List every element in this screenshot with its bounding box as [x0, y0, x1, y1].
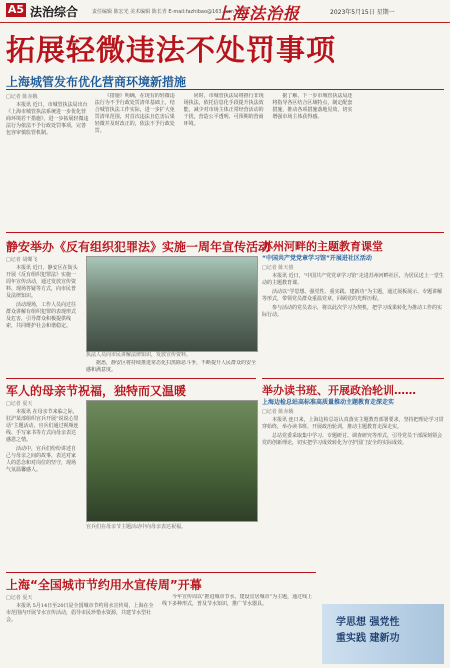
reading-byline: □记者 陈赤娥 — [262, 409, 294, 415]
issue-date: 2023年5月15日 星期一 — [330, 9, 395, 16]
suzhou-headline: 苏州河畔的主题教育课堂 — [262, 240, 383, 253]
lead-column-4 — [272, 93, 355, 227]
jingan-headline: 静安举办《反有组织犯罪法》实施一周年宣传活动 — [6, 240, 271, 254]
suzhou-paragraph: 本报讯 近日，“中国共产党党章学习馆”走进苏州河畔社区，为居民送上一堂生动的主题教育课。 — [262, 273, 444, 286]
jingan-body-2 — [86, 360, 256, 374]
lead-subhead: 上海城管发布优化营商环境新措施 — [6, 75, 187, 89]
section-divider — [6, 232, 444, 233]
jingan-caption: 执法人员向市民讲解法律知识，发放宣传资料。 — [86, 352, 192, 358]
section-title: 法治综合 — [30, 5, 79, 19]
city-paragraph: 今年宣传周以“推进城市节水，建设宜居城市”为主题，通过线上线下多种形式，普及节水知识，推广节水器具。 — [162, 594, 313, 607]
slogan-line-2: 重实践 建新功 — [336, 633, 400, 644]
jingan-byline: □记者 胡蝶飞 — [6, 257, 38, 263]
lead-column-3 — [184, 93, 267, 227]
jingan-paragraph: 本报讯 近日，静安区在街头开展《反有组织犯罪法》实施一周年宣传活动，通过发放宣传资料、现场答疑等方式，向市民普及法律知识。 — [6, 265, 78, 299]
army-body — [6, 400, 80, 568]
reading-headline: 举办读书班、开展政治轮训…… — [262, 384, 416, 397]
lead-paragraph: 《措施》明确，在现有的轻微违法行为不予行政处罚清单基础上，结合城管执法工作实际，进一步扩大免罚清单范围，对首次违法且危害后果轻微并及时改正的，依法不予行政处罚。 — [94, 93, 175, 134]
editor-credits: 责任编辑 陈宏光 美术编辑 陈长青 E-mail:fazhibao@163.com — [92, 9, 234, 15]
jingan-body — [6, 256, 80, 374]
suzhou-paragraph: 活动以“学思想、强党性、重实践、建新功”为主题，通过展板展示、专题讲解等形式，带领党员群众重温党章，回顾党的光辉历程。 — [262, 289, 443, 302]
lead-column-1 — [6, 93, 89, 227]
city-body-2 — [162, 594, 316, 664]
reading-subhead: 上海边检总站高标准高质量推动主题教育走深走实 — [262, 399, 395, 406]
page-badge: A5 — [7, 3, 25, 16]
jingan-paragraph: 据悉，静安区将持续推进常态化扫黑除恶斗争，不断提升人民群众的安全感和满意度。 — [86, 360, 256, 373]
jingan-paragraph: 活动现场，工作人员向过往群众讲解有组织犯罪的表现形式及危害，引导群众积极提供线索，共同维护社会和谐稳定。 — [6, 302, 77, 329]
reading-paragraph: 本报讯 连日来，上海边检总站认真落实主题教育部署要求，坚持把理论学习贯穿始终，举办读书班、开展政治轮训，推动主题教育走深走实。 — [262, 417, 444, 430]
army-caption: 官兵们在母亲节主题活动中向母亲表达祝福。 — [86, 524, 187, 530]
army-paragraph: 活动中，官兵们纷纷讲述自己与母亲之间的故事，表达对家人的思念和对岗位的坚守，现场气氛温馨感人。 — [6, 446, 77, 473]
army-headline: 军人的母亲节祝福，独特而又温暖 — [6, 384, 187, 398]
section-divider — [6, 378, 256, 379]
section-divider — [262, 378, 444, 379]
reading-body — [262, 408, 444, 568]
suzhou-byline: □记者 陈天禧 — [262, 265, 294, 271]
suzhou-paragraph: 参与活动的党员表示，将以此次学习为契机，把学习成果转化为推动工作的实际行动。 — [262, 305, 443, 318]
reading-paragraph: 总站党委采取集中学习、专题研讨、调查研究等形式，引导党员干部深刻领会党的创新理论，切实把学习成效转化为守护国门安全的实际成效。 — [262, 433, 443, 446]
lead-column-2 — [95, 93, 178, 227]
lead-divider — [6, 89, 444, 90]
army-photo — [86, 400, 258, 522]
city-paragraph: 本报讯 5月14日至20日是全国城市节约用水宣传周，上海在全市范围内开展节水宣传活动，倡导市民珍惜水资源，共建节水型社会。 — [6, 603, 154, 623]
lead-body — [6, 93, 444, 227]
city-body — [6, 594, 156, 664]
lead-paragraph: 据了解，下一步市城管执法局还将指导各区结合区域特点，制定配套措施，推动各项措施落地见效，切实增强市场主体获得感。 — [272, 93, 353, 120]
section-divider — [6, 572, 316, 573]
city-byline: □记者 夏天 — [6, 595, 33, 601]
lead-paragraph: 同时，市城管执法局将推行非现场执法，依托信息化手段提升执法效能，减少对市场主体正常经营活动的干扰，营造公平透明、可预期的营商环境。 — [183, 93, 264, 127]
army-byline: □记者 夏天 — [6, 401, 33, 407]
lead-headline: 拓展轻微违法不处罚事项 — [6, 33, 337, 67]
suzhou-body — [262, 264, 444, 376]
city-headline: 上海“全国城市节约用水宣传周”开幕 — [6, 578, 202, 592]
suzhou-subhead: “中国共产党党章学习馆”开展进社区活动 — [262, 255, 372, 262]
jingan-photo — [86, 256, 258, 352]
slogan-line-1: 学思想 强党性 — [336, 617, 400, 628]
lead-column-5 — [361, 93, 444, 227]
army-paragraph: 本报讯 在母亲节来临之际，驻沪某部组织官兵开展“说说心里话”主题活动，官兵们通过视频连线、手写家书等方式向母亲表达感恩之情。 — [6, 409, 79, 443]
newspaper-logo: 上海法治报 — [215, 4, 301, 23]
lead-paragraph: 本报讯 近日，市城管执法局出台《上海市城管执法系统进一步优化营商环境若干措施》，进一步拓展轻微违法行为依法不予行政处罚事项，完善包容审慎监管机制。 — [6, 102, 89, 136]
lead-byline: □记者 陈赤娥 — [6, 94, 38, 100]
